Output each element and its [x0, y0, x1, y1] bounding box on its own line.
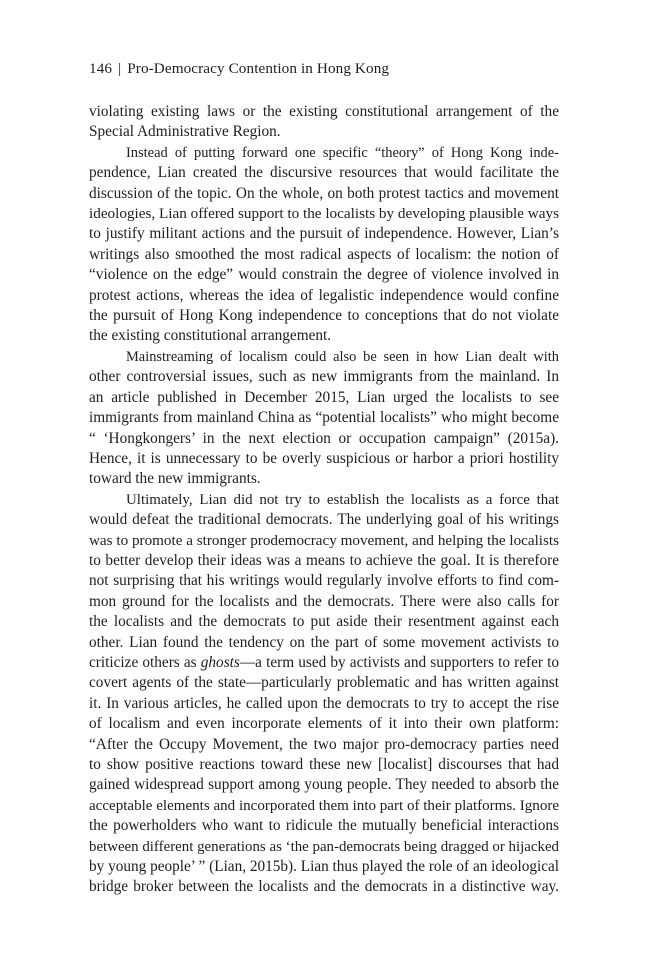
text-segment: —a term used by activists and supporters to refer to	[239, 653, 559, 671]
paragraph-theory	[89, 143, 559, 347]
text-line: was to promote a stronger prodemocracy movement, and helping the localists	[89, 531, 559, 549]
text-line: Ultimately, Lian did not try to establish the localists as a force that	[126, 491, 559, 508]
text-segment: criticize others as	[89, 653, 201, 671]
running-head-title: Pro-Democracy Contention in Hong Kong	[127, 60, 390, 77]
text-line: an article published in December 2015, Lian urged the localists to see	[89, 388, 559, 406]
text-line: ideologies, Lian offered support to the localists by developing plausible ways	[89, 205, 560, 223]
text-line: violating existing laws or the existing constitutional arrangement of the	[89, 103, 559, 120]
text-line: the powerholders who want to ridicule the mutually beneficial interactions	[89, 817, 559, 835]
text-line: “ ‘Hongkongers’ in the next election or occupation campaign” (2015a).	[89, 429, 559, 447]
text-line: of localism and even incorporate elements of it into their own platform:	[89, 715, 559, 733]
italic-term: ghosts	[200, 653, 240, 671]
paragraph-immigrants	[89, 347, 559, 490]
text-line: bridge broker between the localists and the democrats in a distinctive way.	[89, 878, 559, 896]
text-line: mon ground for the localists and the democrats. There were also calls for	[89, 592, 559, 610]
text-line: the pursuit of Hong Kong independence to conceptions that do not violate	[89, 307, 559, 325]
text-line: gained widespread support among young people. They needed to absorb the	[89, 776, 559, 794]
text-line: writings also smoothed the most radical aspects of localism: the notion of	[89, 245, 559, 263]
text-line: it. In various articles, he called upon the democrats to try to accept the rise	[89, 694, 559, 712]
text-line: other controversial issues, such as new immigrants from the mainland. In	[89, 368, 559, 386]
text-line: to justify militant actions and the pursuit of independence. However, Lian’s	[89, 225, 559, 243]
text-line: would defeat the traditional democrats. The underlying goal of his writings	[89, 511, 559, 529]
paragraph-ultimately	[89, 490, 559, 898]
paragraph-continuation	[89, 102, 559, 143]
text-line: by young people’ ” (Lian, 2015b). Lian thus played the role of an ideological	[89, 858, 559, 876]
text-line: other. Lian found the tendency on the part of some movement activists to	[89, 633, 559, 651]
page-number: 146	[89, 60, 113, 77]
text-line: “After the Occupy Movement, the two major pro-democracy parties need	[89, 735, 559, 753]
text-line: between different generations as ‘the pan-democrats being dragged or hijacked	[89, 838, 559, 855]
text-line: covert agents of the state—particularly problematic and has written against	[89, 674, 559, 692]
text-line: immigrants from mainland China as “potential localists” who might become	[89, 409, 559, 427]
text-line: Instead of putting forward one specific “theory” of Hong Kong inde-	[126, 144, 559, 161]
running-head	[89, 60, 389, 78]
text-line: Mainstreaming of localism could also be seen in how Lian dealt with	[126, 348, 559, 365]
text-line: toward the new immigrants.	[89, 470, 261, 488]
text-line: the localists and the democrats to put aside their resentment against each	[89, 613, 559, 631]
text-line: acceptable elements and incorporated them into part of their platforms. Ignore	[89, 797, 560, 814]
text-line: to better develop their ideas was a means to achieve the goal. It is therefore	[89, 551, 559, 569]
text-line: pendence, Lian created the discursive resources that would facilitate the	[89, 164, 559, 182]
text-line: not surprising that his writings would regularly involve efforts to find com-	[89, 572, 559, 590]
text-line: Special Administrative Region.	[89, 123, 281, 141]
text-line: the existing constitutional arrangement.	[89, 327, 332, 345]
text-line: protest actions, whereas the idea of legalistic independence would confine	[89, 286, 559, 304]
text-line: discussion of the topic. On the whole, on both protest tactics and movement	[89, 184, 559, 202]
text-line: Hence, it is unnecessary to be overly suspicious or harbor a priori hostility	[89, 449, 559, 467]
text-line: “violence on the edge” would constrain the degree of violence involved in	[89, 266, 559, 284]
text-line-with-italic	[89, 653, 559, 673]
header-separator: |	[118, 60, 122, 77]
text-line: to show positive reactions toward these new [localist] discourses that had	[89, 756, 559, 773]
body-text	[89, 102, 559, 898]
